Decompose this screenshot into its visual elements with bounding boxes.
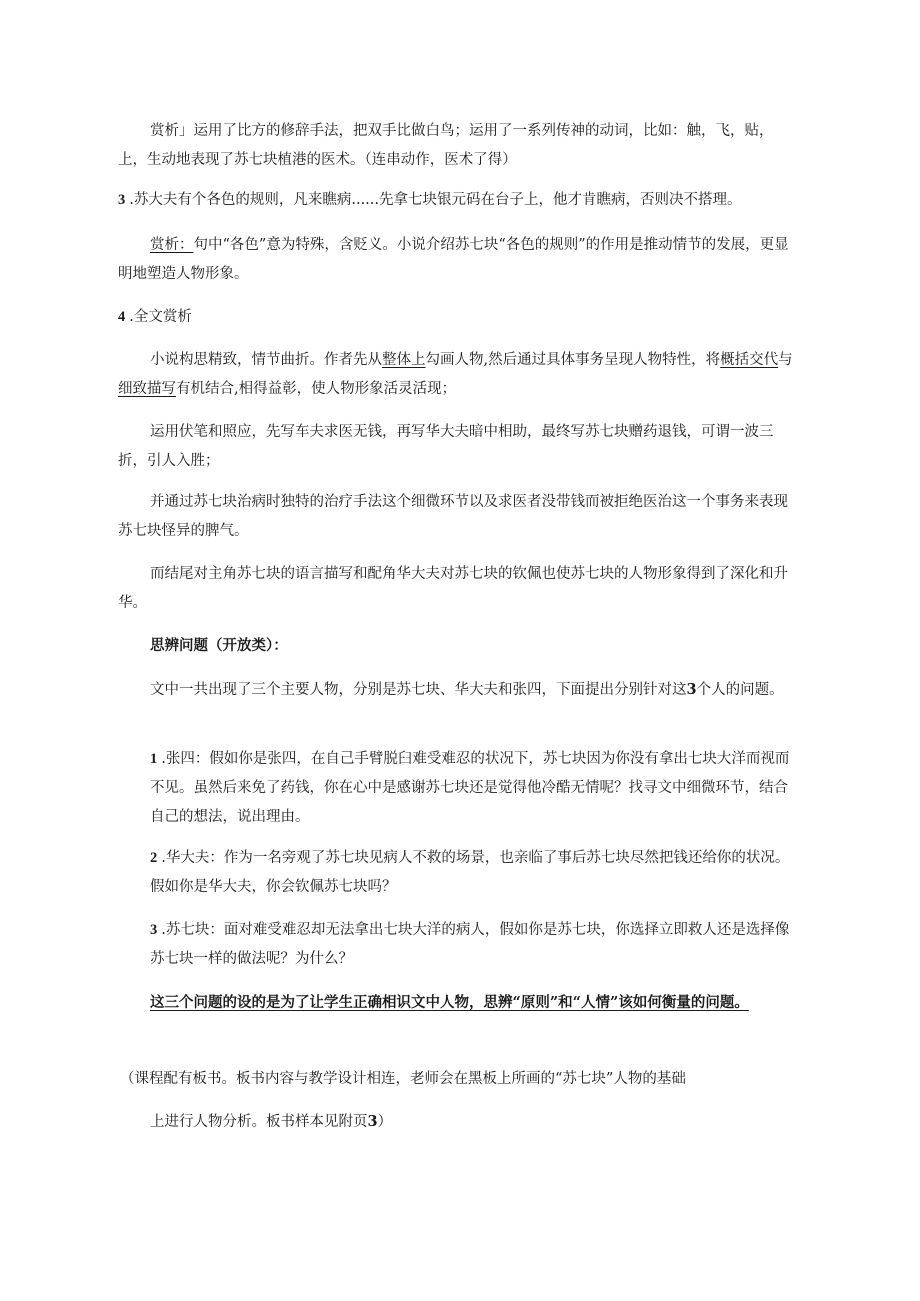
number: 3 — [686, 681, 697, 698]
appendix-number: 3 — [367, 1113, 378, 1130]
underlined-phrase: 细致描写 — [118, 381, 176, 397]
item-3-paragraph — [118, 186, 798, 215]
summary-statement: 这三个问题的设的是为了让学生正确相识文中人物，思辨“原则”和“人情”该如何衡量的问题。 — [150, 994, 749, 1011]
appreciation-label: 赏析： — [150, 237, 194, 253]
text-run: 小说构思精致，情节曲折。作者先从 — [150, 352, 382, 368]
appreciation-text: 句中“各色”意为特殊，含贬义。小说介绍苏七块“各色的规则”的作用是推动情节的发展，更显明地塑造人物形象。 — [118, 237, 789, 282]
question-number: 2 — [150, 850, 158, 866]
analysis-paragraph-2: 运用伏笔和照应，先写车夫求医无钱，再写华大夫暗中相助，最终写苏七块赠药退钱，可谓一波三折，引人入胜； — [118, 424, 774, 469]
analysis-paragraph-4: 而结尾对主角苏七块的语言描写和配角华大夫对苏七块的钦佩也使苏七块的人物形象得到了深化和升华。 — [118, 566, 788, 611]
text-run: 有机结合,相得益彰，使人物形象活灵活现； — [176, 381, 457, 397]
item-text: .全文赏析 — [129, 309, 192, 325]
question-text: .苏七块：面对难受难忍却无法拿出七块大洋的病人，假如你是苏七块，你选择立即救人还是选择像苏七块一样的做法呢？为什么？ — [150, 922, 790, 967]
question-number: 3 — [150, 922, 158, 938]
analysis-paragraph-3: 并通过苏七块治病时独特的治疗手法这个细微环节以及求医者没带钱而被拒绝医治这一个事务来表现苏七块怪异的脾气。 — [118, 494, 788, 539]
item-text: .苏大夫有个各色的规则，凡来瞧病......先拿七块银元码在台子上，他才肯瞧病，否则决不搭理。 — [129, 192, 742, 208]
text-run: 与 — [778, 352, 793, 368]
board-note-line-1: （课程配有板书。板书内容与教学设计相连，老师会在黑板上所画的“苏七块”人物的基础 — [120, 1071, 686, 1087]
intro-paragraph — [118, 675, 798, 705]
question-text: .华大夫：作为一名旁观了苏七块见病人不救的场景，也亲临了事后苏七块尽然把钱还给你的状况。假如你是华大夫，你会钦佩苏七块吗？ — [150, 850, 790, 895]
section-heading: 思辨问题（开放类）： — [150, 637, 288, 654]
question-2 — [150, 844, 798, 902]
text-run: ） — [377, 1114, 393, 1130]
question-1 — [150, 745, 798, 832]
underlined-phrase: 整体上 — [382, 352, 426, 368]
text-run: 文中一共出现了三个主要人物，分别是苏七块、华大夫和张四，下面提出分别针对这 — [150, 682, 687, 698]
text-run: 上进行人物分析。板书样本见附页 — [150, 1114, 368, 1130]
question-3 — [150, 916, 798, 974]
text-run: 勾画人物,然后通过具体事务呈现人物特性，将 — [425, 352, 721, 368]
appreciation-label: 赏析」 — [150, 123, 194, 139]
item-4-heading — [118, 303, 798, 332]
appreciation-paragraph-2 — [118, 231, 798, 289]
text-run: 个人的问题。 — [696, 682, 784, 698]
underlined-phrase: 概括交代 — [720, 352, 779, 368]
question-number: 1 — [150, 751, 158, 767]
analysis-paragraph-1 — [118, 346, 798, 404]
appreciation-text: 运用了比方的修辞手法，把双手比做白鸟；运用了一系列传神的动词，比如：触，飞，贴，上，生动地表现了苏七块植港的医术。（连串动作，医术了得） — [118, 123, 774, 168]
board-note-line-2 — [150, 1107, 798, 1137]
item-number: 4 — [118, 309, 126, 325]
question-text: .张四：假如你是张四，在自己手臂脱臼难受难忍的状况下，苏七块因为你没有拿出七块大洋而视而不见。虽然后来免了药钱，你在心中是感谢苏七块还是觉得他冷酷无情呢？找寻文中细微环节，结合自己的想法，说出理由。 — [150, 751, 790, 825]
appreciation-paragraph-1 — [118, 117, 798, 175]
item-number: 3 — [118, 192, 126, 208]
